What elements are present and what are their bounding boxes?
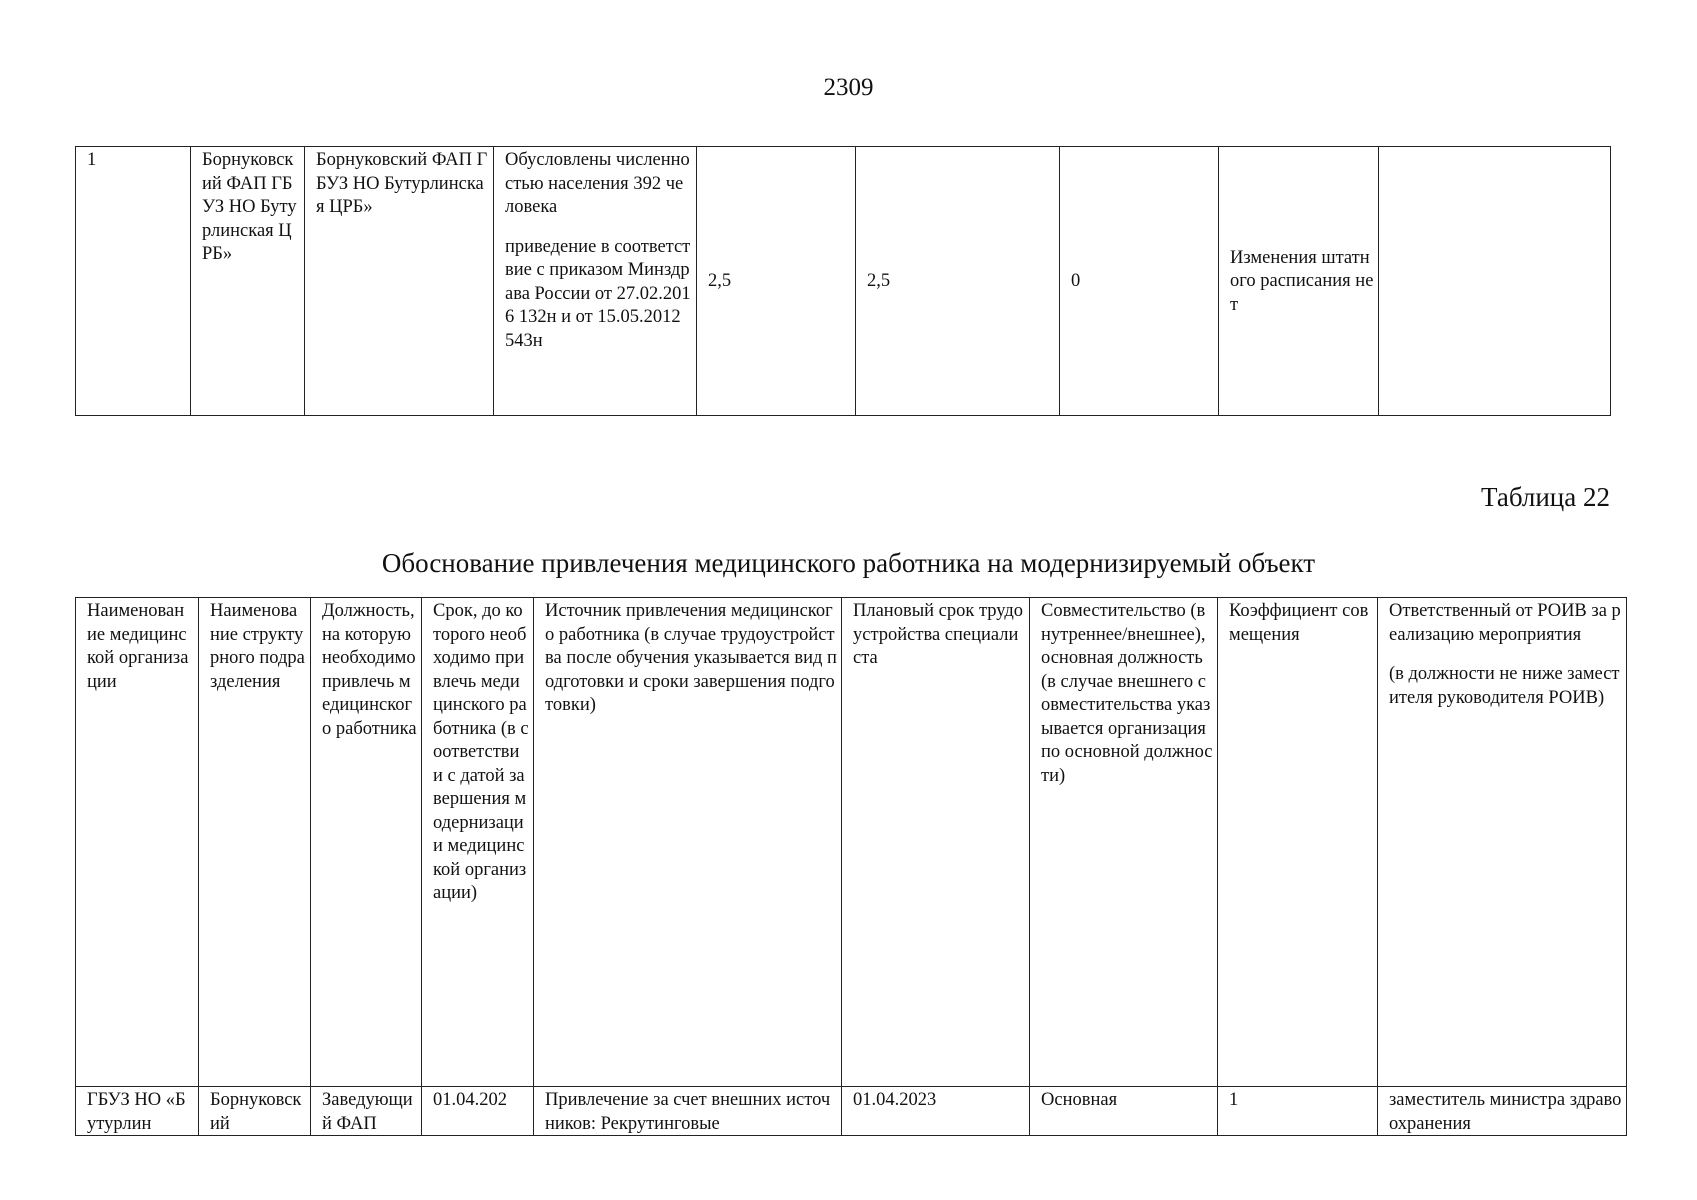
value-cell-2: 2,5: [856, 147, 1060, 416]
data-cell: [842, 1087, 1030, 1136]
header-cell: Должность, на которую необходимо привлечь медицинского работника: [311, 598, 422, 1087]
table-row: [76, 1087, 1627, 1136]
cell-text: Привлечение за счет внешних источников: Рекрутинговые: [545, 1090, 831, 1134]
data-cell: [199, 1087, 311, 1136]
cell-text: Основная: [1041, 1090, 1118, 1110]
data-cell: [76, 1087, 199, 1136]
header-responsible-label: Ответственный от РОИВ за реализацию мероприятия: [1389, 601, 1621, 645]
data-cell: [1218, 1087, 1378, 1136]
data-cell: [534, 1087, 842, 1136]
page-number: 2309: [823, 74, 874, 101]
reason-order: приведение в соответствие с приказом Минздрава России от 27.02.2016 132н и от 15.05.2012 543н: [505, 236, 691, 351]
data-cell: [1030, 1087, 1218, 1136]
data-cell: [311, 1087, 422, 1136]
header-cell-responsible: [1378, 598, 1627, 1087]
header-cell: Источник привлечения медицинского работника (в случае трудоустройства после обучения указывается вид подготовки и сроки завершения подготовки): [534, 598, 842, 1087]
reason-cell: [494, 147, 697, 416]
cell-text: Борнуковский: [210, 1090, 302, 1134]
data-cell: [422, 1087, 534, 1136]
header-cell: Срок, до которого необходимо привлечь медицинского работника (в соответствии с датой завершения модернизации медицинской организации): [422, 598, 534, 1087]
staffing-table: [75, 146, 1611, 416]
row-number-cell: 1: [76, 147, 191, 416]
cell-text: ГБУЗ НО «Бутурлин: [87, 1090, 186, 1134]
header-cell: Коэффициент совмещения: [1218, 598, 1378, 1087]
cell-text: 01.04.202: [433, 1090, 507, 1110]
reason-population: Обусловлены численностью населения 392 человека: [505, 150, 690, 217]
data-cell: [1378, 1087, 1627, 1136]
cell-text: 01.04.2023: [853, 1090, 937, 1110]
header-responsible-note: (в должности не ниже заместителя руководителя РОИВ): [1389, 664, 1620, 708]
value-cell-1: 2,5: [697, 147, 856, 416]
table-title: Обоснование привлечения медицинского работника на модернизируемый объект: [381, 548, 1316, 578]
header-cell: Наименование структурного подразделения: [199, 598, 311, 1087]
note-cell: Изменения штатного расписания нет: [1219, 147, 1379, 416]
table-row: [76, 147, 1611, 416]
short-name-cell: Борнуковский ФАП ГБУЗ НО Бутурлинская ЦРБ»: [191, 147, 305, 416]
recruitment-table: [75, 597, 1627, 1136]
cell-text: заместитель министра здравоохранения: [1389, 1090, 1622, 1134]
header-cell: Наименование медицинской организации: [76, 598, 199, 1087]
value-cell-3: 0: [1060, 147, 1219, 416]
table-number: Таблица 22: [1481, 482, 1610, 512]
cell-text: 1: [1229, 1090, 1239, 1110]
empty-cell: [1379, 147, 1611, 416]
cell-text: Заведующий ФАП: [322, 1090, 413, 1134]
header-row: [76, 598, 1627, 1087]
full-name-cell: Борнуковский ФАП ГБУЗ НО Бутурлинская ЦРБ»: [305, 147, 494, 416]
header-cell: Плановый срок трудоустройства специалиста: [842, 598, 1030, 1087]
header-cell: Совместительство (внутреннее/внешнее), основная должность (в случае внешнего совместительства указывается организация по основной должности): [1030, 598, 1218, 1087]
